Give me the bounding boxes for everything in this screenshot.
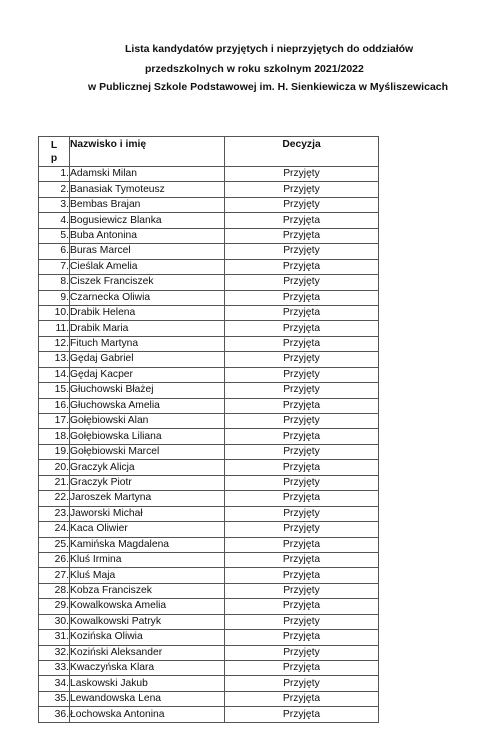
- candidate-name: Lewandowska Lena: [70, 691, 225, 706]
- row-number: 17.: [39, 414, 70, 429]
- column-header-name: Nazwisko i imię: [70, 137, 225, 167]
- row-number: 33.: [39, 661, 70, 676]
- row-number: 6.: [39, 244, 70, 259]
- decision-value: Przyjęty: [225, 414, 379, 429]
- candidate-name: Gołębiowski Alan: [70, 414, 225, 429]
- table-row: [39, 228, 379, 243]
- decision-value: Przyjęta: [225, 429, 379, 444]
- table-row: [39, 429, 379, 444]
- decision-value: Przyjęta: [225, 460, 379, 475]
- row-number: 32.: [39, 645, 70, 660]
- candidate-name: Drabik Maria: [70, 321, 225, 336]
- candidate-name: Laskowski Jakub: [70, 676, 225, 691]
- document-title-line-1: Lista kandydatów przyjętych i nieprzyjętych do oddziałów: [125, 43, 414, 55]
- candidate-name: Kluś Maja: [70, 568, 225, 583]
- candidate-name: Graczyk Alicja: [70, 460, 225, 475]
- row-number: 31.: [39, 630, 70, 645]
- table-row: [39, 630, 379, 645]
- table-row: [39, 275, 379, 290]
- table-row: [39, 568, 379, 583]
- row-number: 19.: [39, 444, 70, 459]
- row-number: 18.: [39, 429, 70, 444]
- decision-value: Przyjęty: [225, 182, 379, 197]
- table-row: [39, 691, 379, 706]
- candidate-name: Buba Antonina: [70, 228, 225, 243]
- decision-value: Przyjęty: [225, 167, 379, 182]
- table-row: [39, 491, 379, 506]
- table-row: [39, 444, 379, 459]
- table-row: [39, 398, 379, 413]
- table-row: [39, 182, 379, 197]
- table-row: [39, 506, 379, 521]
- row-number: 25.: [39, 537, 70, 552]
- candidate-name: Gołębiowska Liliana: [70, 429, 225, 444]
- row-number: 14.: [39, 367, 70, 382]
- decision-value: Przyjęta: [225, 321, 379, 336]
- table-row: [39, 645, 379, 660]
- candidate-name: Ciszek Franciszek: [70, 275, 225, 290]
- row-number: 2.: [39, 182, 70, 197]
- column-header-lp-line-2: p: [50, 153, 58, 164]
- candidate-name: Kluś Irmina: [70, 552, 225, 567]
- row-number: 13.: [39, 352, 70, 367]
- decision-value: Przyjęty: [225, 275, 379, 290]
- candidate-name: Kozińska Oliwia: [70, 630, 225, 645]
- table-row: [39, 305, 379, 320]
- row-number: 8.: [39, 275, 70, 290]
- candidate-name: Kowalkowska Amelia: [70, 599, 225, 614]
- table-row: [39, 244, 379, 259]
- candidate-name: Kowalkowski Patryk: [70, 614, 225, 629]
- row-number: 20.: [39, 460, 70, 475]
- row-number: 12.: [39, 336, 70, 351]
- candidate-name: Drabik Helena: [70, 305, 225, 320]
- document-title-line-2: przedszkolnych w roku szkolnym 2021/2022: [145, 63, 364, 75]
- row-number: 1.: [39, 167, 70, 182]
- row-number: 26.: [39, 552, 70, 567]
- decision-value: Przyjęta: [225, 290, 379, 305]
- decision-value: Przyjęta: [225, 259, 379, 274]
- row-number: 28.: [39, 583, 70, 598]
- candidate-name: Bembas Brajan: [70, 197, 225, 212]
- row-number: 11.: [39, 321, 70, 336]
- candidate-name: Jaworski Michał: [70, 506, 225, 521]
- decision-value: Przyjęta: [225, 552, 379, 567]
- decision-value: Przyjęta: [225, 537, 379, 552]
- table-row: [39, 352, 379, 367]
- row-number: 22.: [39, 491, 70, 506]
- row-number: 35.: [39, 691, 70, 706]
- row-number: 24.: [39, 522, 70, 537]
- table-row: [39, 537, 379, 552]
- decision-value: Przyjęta: [225, 630, 379, 645]
- document-title-line-3: w Publicznej Szkole Podstawowej im. H. Sienkiewicza w Myśliszewicach: [88, 81, 449, 93]
- decision-value: Przyjęty: [225, 645, 379, 660]
- decision-value: Przyjęty: [225, 352, 379, 367]
- decision-value: Przyjęty: [225, 244, 379, 259]
- decision-value: Przyjęty: [225, 506, 379, 521]
- candidate-name: Gołębiowski Marcel: [70, 444, 225, 459]
- row-number: 3.: [39, 197, 70, 212]
- candidate-name: Łochowska Antonina: [70, 707, 225, 722]
- row-number: 34.: [39, 676, 70, 691]
- column-header-lp-line-1: L: [50, 140, 58, 151]
- table-row: [39, 599, 379, 614]
- candidate-name: Gędaj Kacper: [70, 367, 225, 382]
- table-body: [39, 167, 379, 723]
- table-row: [39, 383, 379, 398]
- row-number: 10.: [39, 305, 70, 320]
- column-header-lp: [39, 137, 70, 167]
- candidate-name: Koziński Aleksander: [70, 645, 225, 660]
- table-row: [39, 167, 379, 182]
- row-number: 4.: [39, 213, 70, 228]
- decision-value: Przyjęta: [225, 491, 379, 506]
- row-number: 36.: [39, 707, 70, 722]
- decision-value: Przyjęty: [225, 367, 379, 382]
- candidate-name: Czarnecka Oliwia: [70, 290, 225, 305]
- decision-value: Przyjęty: [225, 676, 379, 691]
- decision-value: Przyjęta: [225, 213, 379, 228]
- decision-value: Przyjęta: [225, 661, 379, 676]
- table-row: [39, 552, 379, 567]
- table-row: [39, 336, 379, 351]
- decision-value: Przyjęta: [225, 228, 379, 243]
- candidate-name: Głuchowska Amelia: [70, 398, 225, 413]
- candidate-name: Adamski Milan: [70, 167, 225, 182]
- row-number: 30.: [39, 614, 70, 629]
- decision-value: Przyjęta: [225, 691, 379, 706]
- table-row: [39, 259, 379, 274]
- table-row: [39, 676, 379, 691]
- table-row: [39, 583, 379, 598]
- table-row: [39, 290, 379, 305]
- table-row: [39, 197, 379, 212]
- table-row: [39, 475, 379, 490]
- row-number: 29.: [39, 599, 70, 614]
- candidate-name: Cieślak Amelia: [70, 259, 225, 274]
- decision-value: Przyjęty: [225, 475, 379, 490]
- decision-value: Przyjęty: [225, 614, 379, 629]
- candidate-name: Banasiak Tymoteusz: [70, 182, 225, 197]
- candidate-name: Gędaj Gabriel: [70, 352, 225, 367]
- decision-value: Przyjęty: [225, 583, 379, 598]
- table-row: [39, 321, 379, 336]
- table-header-row: [39, 137, 379, 167]
- decision-value: Przyjęta: [225, 336, 379, 351]
- table-row: [39, 707, 379, 722]
- decision-value: Przyjęta: [225, 599, 379, 614]
- table-row: [39, 661, 379, 676]
- table-row: [39, 614, 379, 629]
- row-number: 16.: [39, 398, 70, 413]
- decision-value: Przyjęta: [225, 305, 379, 320]
- candidates-table: [38, 136, 379, 723]
- candidate-name: Buras Marcel: [70, 244, 225, 259]
- decision-value: Przyjęty: [225, 383, 379, 398]
- table-row: [39, 522, 379, 537]
- table-row: [39, 213, 379, 228]
- candidate-name: Fituch Martyna: [70, 336, 225, 351]
- candidate-name: Bogusiewicz Blanka: [70, 213, 225, 228]
- candidate-name: Kamińska Magdalena: [70, 537, 225, 552]
- row-number: 7.: [39, 259, 70, 274]
- decision-value: Przyjęty: [225, 522, 379, 537]
- decision-value: Przyjęta: [225, 398, 379, 413]
- candidate-name: Jaroszek Martyna: [70, 491, 225, 506]
- row-number: 21.: [39, 475, 70, 490]
- row-number: 15.: [39, 383, 70, 398]
- table-row: [39, 367, 379, 382]
- decision-value: Przyjęty: [225, 197, 379, 212]
- table-row: [39, 460, 379, 475]
- column-header-decision: Decyzja: [225, 137, 379, 167]
- candidate-name: Głuchowski Błażej: [70, 383, 225, 398]
- table-row: [39, 414, 379, 429]
- candidate-name: Graczyk Piotr: [70, 475, 225, 490]
- row-number: 9.: [39, 290, 70, 305]
- candidate-name: Kobza Franciszek: [70, 583, 225, 598]
- row-number: 5.: [39, 228, 70, 243]
- candidate-name: Kaca Oliwier: [70, 522, 225, 537]
- decision-value: Przyjęty: [225, 444, 379, 459]
- decision-value: Przyjęta: [225, 707, 379, 722]
- row-number: 27.: [39, 568, 70, 583]
- candidate-name: Kwaczyńska Klara: [70, 661, 225, 676]
- row-number: 23.: [39, 506, 70, 521]
- decision-value: Przyjęta: [225, 568, 379, 583]
